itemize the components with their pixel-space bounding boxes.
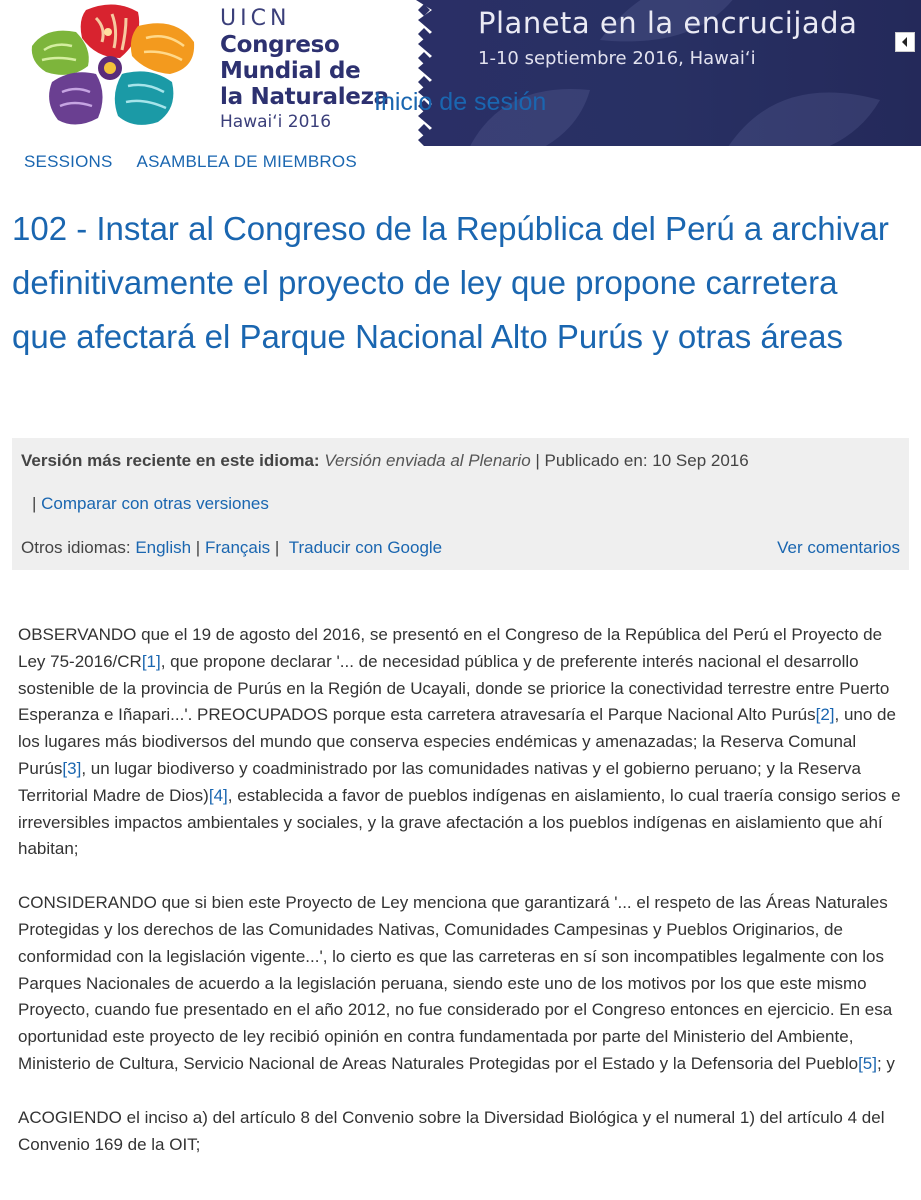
congress-line-2: Mundial de (220, 58, 361, 84)
text-segment: ; y (876, 1053, 895, 1073)
banner-date: 1-10 septiembre 2016, Hawai‘i (478, 48, 756, 69)
published-date: 10 Sep 2016 (652, 451, 749, 470)
paragraph-considerando (18, 890, 906, 1078)
text-segment: , que propone declarar '... de necesidad pública y de preferente interés nacional el desarrollo sostenible de la provincia de Purús en la Región de Ucayali, donde se priorice la conectividad terrestre entre Puerto Esperanza e Iñapari...'. PREOCUPADOS porque esta carretera atravesaría el Parque Nacional Alto Purús (18, 651, 890, 725)
other-languages-row (21, 538, 442, 558)
header-banner (0, 0, 921, 146)
footnote-ref-1[interactable]: [1] (141, 651, 161, 671)
page-title: 102 - Instar al Congreso de la República del Perú a archivar definitivamente el proyecto de ley que propone carretera que afectará el Parque Nacional Alto Purús y otras áreas (12, 210, 889, 355)
congress-logo (26, 2, 202, 132)
compare-row (32, 494, 269, 514)
other-languages-label: Otros idiomas: (21, 538, 136, 557)
close-button[interactable] (895, 32, 915, 52)
footnote-ref-2[interactable]: [2] (815, 705, 835, 725)
paragraph-acogiendo: ACOGIENDO el inciso a) del artículo 8 del Convenio sobre la Diversidad Biológica y el numeral 1) del artículo 4 del Convenio 169 de la OIT; (18, 1107, 885, 1154)
zigzag-border-icon (402, 0, 442, 146)
text-segment: , un lugar biodiverso y coadministrado por las comunidades nativas y el gobierno peruano; y la Reserva Territorial Madre de Dios) (18, 758, 861, 805)
text-segment: CONSIDERANDO que si bien este Proyecto de Ley menciona que garantizará '... el respeto de las Áreas Naturales Protegidas y los derechos de las Comunidades Nativas, Comunidades Campesinas y Pueblos Originarios, de conformidad con la legislación vigente...', lo cierto es que las carreteras en sí son incompatibles legalmente con los Parques Nacionales de acuerdo a la legislación peruana, siendo este uno de los motivos por los que este mismo Proyecto, cuando fue presentado en el año 2012, no fue considerado por el Congreso entonces en ejercicio. En esa oportunidad este proyecto de ley recibió opinión en contra fundamentada por parte del Ministerio del Ambiente, Ministerio de Cultura, Servicio Nacional de Areas Naturales Protegidas por el Estado y la Defensoria del Pueblo (18, 893, 893, 1073)
banner-title: Planeta en la encrucijada (478, 6, 858, 40)
lang-separator: | (270, 538, 285, 557)
text-segment: OBSERVANDO que el 19 de agosto del 2016, se presentó en el Congreso de la República del Perú el Proyecto de Ley 75-2016/CR (18, 625, 883, 671)
compare-versions-link[interactable]: Comparar con otras versiones (41, 494, 269, 513)
uicn-label: UICN (220, 6, 291, 31)
congress-line-3: la Naturaleza (220, 84, 389, 110)
congress-wordmark (220, 6, 389, 134)
text-segment: , uno de los lugares más biodiversos del mundo que conserva especies endémicas y amenazadas; la Reserva Comunal Purús (18, 705, 896, 778)
location-year: Hawai‘i 2016 (220, 112, 332, 132)
close-icon (899, 36, 911, 48)
view-comments-link[interactable]: Ver comentarios (777, 538, 900, 557)
main-nav (24, 151, 357, 173)
compare-separator: | (32, 494, 42, 513)
version-label: Versión más reciente en este idioma: (21, 451, 320, 470)
leaf-pattern-icon (710, 70, 890, 146)
motion-body (18, 622, 906, 1185)
congress-line-1: Congreso (220, 32, 340, 58)
nav-sessions[interactable]: SESSIONS (24, 152, 113, 171)
nav-asamblea[interactable]: ASAMBLEA DE MIEMBROS (136, 152, 357, 171)
version-info-box (12, 438, 909, 570)
published-separator: | Publicado en: (530, 451, 653, 470)
lang-french-link[interactable]: Français (204, 538, 271, 557)
footnote-ref-4[interactable]: [4] (208, 785, 228, 805)
lang-english-link[interactable]: English (135, 538, 192, 557)
login-link[interactable]: Inicio de sesión (374, 88, 547, 116)
version-value: Versión enviada al Plenario (324, 451, 531, 470)
footnote-ref-5[interactable]: [5] (858, 1053, 877, 1073)
footnote-ref-3[interactable]: [3] (62, 758, 82, 778)
paragraph-observando (18, 622, 906, 863)
lang-separator: | (191, 538, 205, 557)
text-segment: , establecida a favor de pueblos indígenas en aislamiento, lo cual traería consigo serios e irreversibles impactos ambientales y sociales, y la grave afectación a los pueblos indígenas en aislamiento que ahí habitan; (18, 785, 901, 859)
version-row (21, 451, 749, 471)
google-translate-link[interactable]: Traducir con Google (288, 538, 443, 557)
